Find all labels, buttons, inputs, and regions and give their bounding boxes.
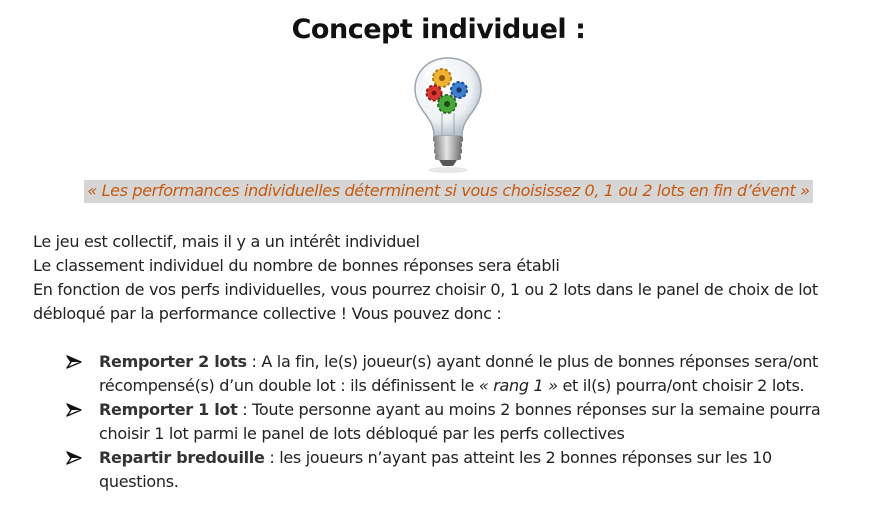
list-item bbox=[66, 446, 856, 494]
item-text: : Toute personne ayant au moins 2 bonnes réponses sur la semaine pourra choisir 1 lot parmi le panel de lots débloqué par les perfs collectives bbox=[99, 400, 821, 443]
intro-line: Le jeu est collectif, mais il y a un intérêt individuel bbox=[33, 232, 420, 251]
arrowhead-bullet-icon bbox=[66, 355, 82, 369]
lightbulb-gears-icon bbox=[412, 56, 484, 174]
list-item bbox=[66, 350, 856, 398]
quote-text: « Les performances individuelles déterminent si vous choisissez 0, 1 ou 2 lots en fin d’évent » bbox=[87, 181, 810, 200]
arrowhead-bullet-icon bbox=[66, 403, 82, 417]
intro-line: Le classement individuel du nombre de bonnes réponses sera établi bbox=[33, 256, 560, 275]
item-label: Remporter 1 lot bbox=[99, 400, 238, 419]
item-label: Repartir bredouille bbox=[99, 448, 265, 467]
intro-paragraph bbox=[33, 230, 853, 326]
options-list bbox=[66, 350, 856, 494]
item-text: : A la fin, le(s) joueur(s) ayant donné le plus de bonnes réponses sera/ont récompensé(s) d’un double lot : ils définissent le bbox=[99, 352, 819, 395]
item-emphasis: « rang 1 » bbox=[478, 376, 558, 395]
item-text-end: et il(s) pourra/ont choisir 2 lots. bbox=[557, 376, 805, 395]
list-item bbox=[66, 398, 856, 446]
arrowhead-bullet-icon bbox=[66, 451, 82, 465]
intro-line: En fonction de vos perfs individuelles, vous pourrez choisir 0, 1 ou 2 lots dans le panel de choix de lot débloqué par la performance collective ! Vous pouvez donc : bbox=[33, 280, 818, 323]
item-text: : les joueurs n’ayant pas atteint les 2 bonnes réponses sur les 10 questions. bbox=[99, 448, 772, 491]
item-label: Remporter 2 lots bbox=[99, 352, 247, 371]
page-title: Concept individuel : bbox=[291, 14, 586, 45]
